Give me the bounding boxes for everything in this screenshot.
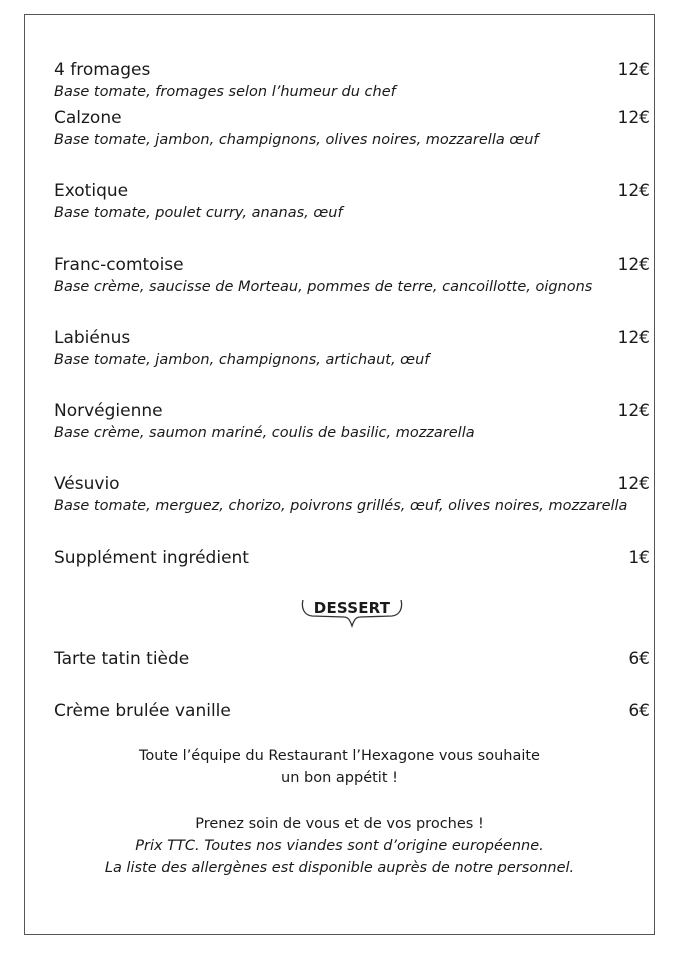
greeting-block [24,745,655,789]
item-description: Base tomate, poulet curry, ananas, œuf [54,205,343,221]
item-name: Vésuvio [54,474,120,494]
supplement-item [54,547,650,569]
greeting-line: un bon appétit ! [281,770,398,786]
item-name: Calzone [54,108,122,128]
care-note: Prenez soin de vous et de vos proches ! [195,816,484,832]
menu-item [54,473,650,516]
dessert-item [54,648,650,670]
item-description: Base crème, saucisse de Morteau, pommes de terre, cancoillotte, oignons [54,279,593,295]
greeting-line: Toute l’équipe du Restaurant l’Hexagone vous souhaite [139,748,540,764]
notice-block [24,813,655,879]
item-price: 12€ [617,60,650,80]
item-name: Crème brulée vanille [54,701,231,721]
allergen-note: La liste des allergènes est disponible auprès de notre personnel. [104,860,575,876]
item-description: Base tomate, merguez, chorizo, poivrons grillés, œuf, olives noires, mozzarella [54,498,628,514]
menu-item [54,400,650,443]
menu-item [54,327,650,370]
item-name: Norvégienne [54,401,163,421]
item-name: Franc-comtoise [54,255,184,275]
dessert-heading-label: DESSERT [313,599,391,617]
item-price: 6€ [628,649,650,669]
menu-item [54,180,650,223]
menu-item [54,254,650,297]
item-price: 12€ [617,181,650,201]
dessert-heading [300,596,404,636]
menu-item [54,59,650,102]
item-price: 1€ [628,548,650,568]
item-description: Base tomate, fromages selon l’humeur du chef [54,84,396,100]
menu-item [54,107,650,150]
item-price: 12€ [617,401,650,421]
dessert-item [54,700,650,722]
item-price: 12€ [617,255,650,275]
item-name: 4 fromages [54,60,151,80]
item-price: 12€ [617,474,650,494]
item-price: 12€ [617,328,650,348]
origin-note: Prix TTC. Toutes nos viandes sont d’origine européenne. [135,838,544,854]
item-name: Labiénus [54,328,131,348]
item-name: Exotique [54,181,129,201]
item-name: Tarte tatin tiède [54,649,190,669]
item-description: Base crème, saumon mariné, coulis de basilic, mozzarella [54,425,475,441]
item-description: Base tomate, jambon, champignons, artichaut, œuf [54,352,430,368]
item-price: 6€ [628,701,650,721]
item-price: 12€ [617,108,650,128]
item-name: Supplément ingrédient [54,548,249,568]
item-description: Base tomate, jambon, champignons, olives noires, mozzarella œuf [54,132,539,148]
